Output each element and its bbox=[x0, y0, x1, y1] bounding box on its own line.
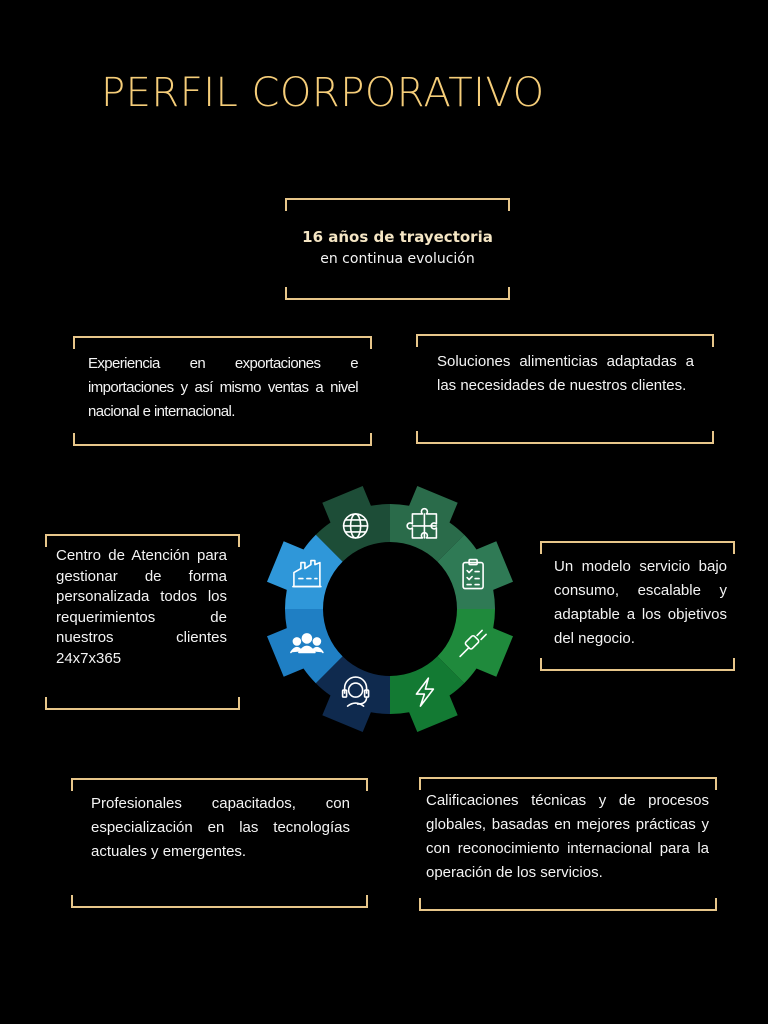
food-solutions-box bbox=[416, 334, 714, 444]
service-model-box bbox=[540, 541, 735, 671]
trajectory-subtitle: en continua evolución bbox=[320, 251, 475, 267]
exports-text: Experiencia en exportaciones e importaciones y así mismo ventas a nivel nacional e internacional. bbox=[88, 355, 358, 420]
professionals-box bbox=[71, 778, 368, 908]
certifications-box bbox=[419, 777, 717, 911]
exports-box bbox=[73, 336, 372, 446]
trajectory-box bbox=[285, 198, 510, 300]
food-solutions-text: Soluciones alimenticias adaptadas a las necesidades de nuestros clientes. bbox=[437, 353, 694, 394]
professionals-text: Profesionales capacitados, con especialización en las tecnologías actuales y emergentes. bbox=[91, 795, 350, 860]
certifications-text: Calificaciones técnicas y de procesos globales, basadas en mejores prácticas y con reconocimiento internacional para la operación de los servicios. bbox=[426, 792, 709, 881]
attention-center-text: Centro de Atención para gestionar de forma personalizada todos los requerimientos de nuestros clientes 24x7x365 bbox=[56, 547, 227, 667]
page-title: PERFIL CORPORATIVO bbox=[101, 70, 545, 116]
trajectory-title: 16 años de trayectoria bbox=[302, 228, 493, 246]
attention-center-box bbox=[45, 534, 240, 710]
services-gear-diagram bbox=[260, 474, 520, 744]
service-model-text: Un modelo servicio bajo consumo, escalable y adaptable a los objetivos del negocio. bbox=[554, 558, 727, 647]
